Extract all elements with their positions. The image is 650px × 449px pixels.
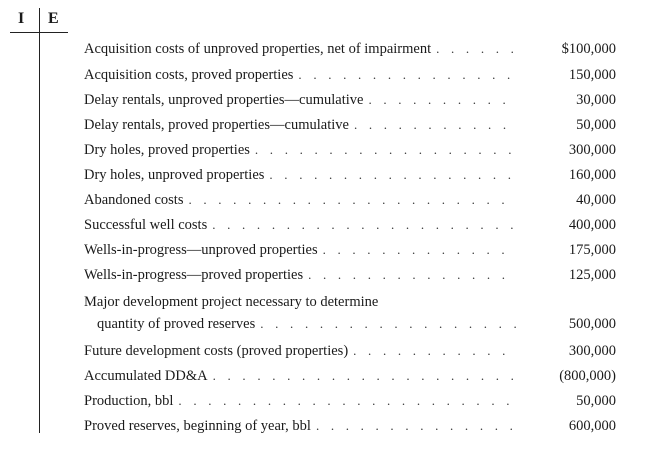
cost-item-label-continued: quantity of proved reserves bbox=[97, 316, 256, 332]
cost-item-label: Production, bbl bbox=[84, 393, 174, 409]
cost-item-row bbox=[84, 164, 616, 186]
cost-item-amount: 600,000 bbox=[568, 418, 616, 434]
dot-leader bbox=[255, 313, 516, 334]
cost-item-row bbox=[84, 89, 616, 111]
cost-item-row bbox=[84, 365, 616, 387]
cost-item-label: Acquisition costs, proved properties bbox=[84, 67, 294, 83]
dot-leader bbox=[250, 139, 516, 160]
cost-item-amount: 160,000 bbox=[568, 167, 616, 183]
cost-item-row bbox=[84, 292, 616, 335]
cost-item-row bbox=[84, 340, 616, 362]
dot-leader bbox=[207, 214, 516, 235]
dot-leader bbox=[293, 64, 516, 85]
cost-item-label: Dry holes, unproved properties bbox=[84, 167, 265, 183]
dot-leader bbox=[208, 365, 516, 386]
cost-item-label: Dry holes, proved properties bbox=[84, 142, 250, 158]
cost-item-amount: 50,000 bbox=[576, 393, 616, 409]
cost-item-label: Delay rentals, proved properties—cumulative bbox=[84, 117, 349, 133]
cost-item-label: Delay rentals, unproved properties—cumulative bbox=[84, 92, 364, 108]
cost-item-amount: 30,000 bbox=[576, 92, 616, 108]
cost-item-row bbox=[84, 64, 616, 86]
cost-item-row bbox=[84, 415, 616, 437]
column-header-e: E bbox=[48, 10, 59, 27]
cost-item-amount: 150,000 bbox=[568, 67, 616, 83]
dot-leader bbox=[303, 264, 516, 285]
cost-item-amount: $100,000 bbox=[561, 41, 616, 57]
cost-item-row bbox=[84, 139, 616, 161]
cost-item-label: Proved reserves, beginning of year, bbl bbox=[84, 418, 311, 434]
cost-item-label: Wells-in-progress—unproved properties bbox=[84, 242, 318, 258]
dot-leader bbox=[349, 114, 516, 135]
cost-item-row bbox=[84, 239, 616, 261]
cost-item-amount: 300,000 bbox=[568, 343, 616, 359]
cost-item-row bbox=[84, 189, 616, 211]
cost-item-label: Wells-in-progress—proved properties bbox=[84, 267, 304, 283]
dot-leader bbox=[431, 38, 516, 59]
cost-item-label: Accumulated DD&A bbox=[84, 368, 208, 384]
dot-leader bbox=[318, 239, 516, 260]
dot-leader bbox=[363, 89, 516, 110]
cost-item-label: Acquisition costs of unproved properties, net of impairment bbox=[84, 41, 432, 57]
column-header-i: I bbox=[18, 10, 25, 27]
dot-leader bbox=[173, 390, 516, 411]
cost-item-amount: (800,000) bbox=[559, 368, 616, 384]
cost-item-amount: 125,000 bbox=[568, 267, 616, 283]
cost-item-amount: 500,000 bbox=[568, 316, 616, 332]
cost-item-amount: 300,000 bbox=[568, 142, 616, 158]
dot-leader bbox=[264, 164, 516, 185]
cost-item-row bbox=[84, 38, 616, 60]
cost-item-row bbox=[84, 390, 616, 412]
dot-leader bbox=[311, 415, 516, 436]
cost-item-amount: 40,000 bbox=[576, 192, 616, 208]
cost-item-row bbox=[84, 214, 616, 236]
cost-item-label: Successful well costs bbox=[84, 217, 208, 233]
cost-item-amount: 175,000 bbox=[568, 242, 616, 258]
dot-leader bbox=[348, 340, 516, 361]
cost-item-label: Major development project necessary to determine bbox=[84, 294, 379, 310]
cost-item-row bbox=[84, 114, 616, 136]
cost-item-label: Future development costs (proved properties) bbox=[84, 343, 349, 359]
dot-leader bbox=[183, 189, 516, 210]
cost-item-amount: 50,000 bbox=[576, 117, 616, 133]
cost-item-label: Abandoned costs bbox=[84, 192, 184, 208]
cost-item-row bbox=[84, 264, 616, 286]
cost-item-amount: 400,000 bbox=[568, 217, 616, 233]
